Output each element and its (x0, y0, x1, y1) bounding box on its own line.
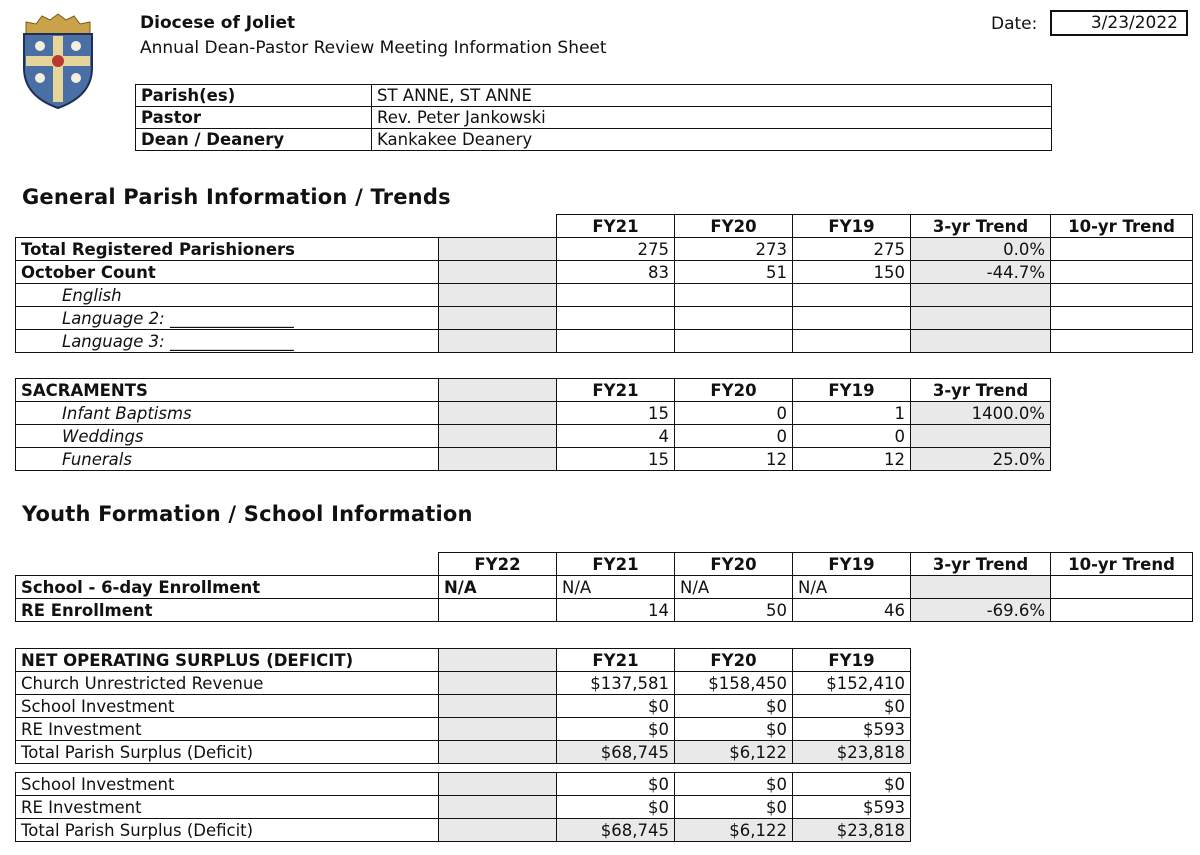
row-label: Total Parish Surplus (Deficit) (16, 741, 439, 764)
cell[interactable]: 12 (793, 448, 911, 471)
date-field[interactable]: 3/23/2022 (1050, 10, 1188, 36)
row-label: RE Enrollment (16, 599, 439, 622)
table-row (136, 129, 1052, 151)
table-row (16, 819, 911, 842)
diocese-name: Diocese of Joliet (140, 13, 296, 33)
blank-cell (439, 284, 557, 307)
cell[interactable]: $0 (675, 796, 793, 819)
general-table (15, 214, 1193, 353)
column-header: 10-yr Trend (1051, 215, 1193, 238)
cell[interactable]: 14 (557, 599, 675, 622)
table-row (16, 425, 1051, 448)
table-row (16, 261, 1193, 284)
date-label: Date: (991, 14, 1038, 34)
row-label: Language 2: _______________ (16, 307, 439, 330)
cell[interactable]: $158,450 (675, 672, 793, 695)
column-header: FY21 (557, 553, 675, 576)
cell[interactable]: 150 (793, 261, 911, 284)
trend-cell (911, 576, 1051, 599)
cell[interactable]: 15 (557, 448, 675, 471)
cell[interactable]: 1 (793, 402, 911, 425)
deanery-value[interactable]: Kankakee Deanery (372, 129, 1052, 151)
column-header: 3-yr Trend (911, 379, 1051, 402)
cell[interactable] (793, 284, 911, 307)
table-header-row (16, 215, 1193, 238)
table-row (16, 330, 1193, 353)
cell[interactable]: $593 (793, 718, 911, 741)
blank-cell (439, 261, 557, 284)
column-header: FY20 (675, 215, 793, 238)
row-label: October Count (16, 261, 439, 284)
cell[interactable] (1051, 284, 1193, 307)
cell[interactable] (1051, 576, 1193, 599)
column-header: FY20 (675, 649, 793, 672)
blank-cell (439, 649, 557, 672)
row-label: Infant Baptisms (16, 402, 439, 425)
column-header: 10-yr Trend (1051, 553, 1193, 576)
sheet-title: Annual Dean-Pastor Review Meeting Information Sheet (140, 38, 607, 58)
cell[interactable]: $0 (557, 718, 675, 741)
cell[interactable]: 83 (557, 261, 675, 284)
cell[interactable]: 0 (793, 425, 911, 448)
info-label: Pastor (136, 107, 372, 129)
table-row (16, 773, 911, 796)
table-row (136, 107, 1052, 129)
cell[interactable] (793, 330, 911, 353)
row-label: Weddings (16, 425, 439, 448)
blank-cell (439, 695, 557, 718)
parish-value[interactable]: ST ANNE, ST ANNE (372, 85, 1052, 107)
cell[interactable]: 51 (675, 261, 793, 284)
cell[interactable]: $0 (675, 773, 793, 796)
trend-cell: 0.0% (911, 238, 1051, 261)
total-cell: $23,818 (793, 819, 911, 842)
trend-cell: -69.6% (911, 599, 1051, 622)
cell[interactable] (557, 307, 675, 330)
trend-cell: -44.7% (911, 261, 1051, 284)
cell[interactable]: $0 (793, 695, 911, 718)
table-row (16, 448, 1051, 471)
cell[interactable]: 273 (675, 238, 793, 261)
cell[interactable] (439, 599, 557, 622)
table-row (16, 695, 911, 718)
cell[interactable] (557, 284, 675, 307)
trend-cell (911, 330, 1051, 353)
row-label: Language 3: _______________ (16, 330, 439, 353)
table-header-row (16, 379, 1051, 402)
column-header: 3-yr Trend (911, 553, 1051, 576)
row-label: School Investment (16, 695, 439, 718)
total-cell: $68,745 (557, 819, 675, 842)
surplus-title: NET OPERATING SURPLUS (DEFICIT) (16, 649, 439, 672)
table-row (16, 796, 911, 819)
cell[interactable]: $137,581 (557, 672, 675, 695)
table-row (16, 672, 911, 695)
cell[interactable]: 275 (557, 238, 675, 261)
parish-info-table (135, 84, 1052, 151)
cell[interactable] (1051, 238, 1193, 261)
blank-cell (439, 330, 557, 353)
column-header: 3-yr Trend (911, 215, 1051, 238)
blank-cell (439, 718, 557, 741)
cell[interactable] (675, 307, 793, 330)
sacraments-title: SACRAMENTS (16, 379, 439, 402)
cell[interactable]: $0 (675, 718, 793, 741)
table-row (16, 284, 1193, 307)
cell[interactable]: $0 (557, 695, 675, 718)
blank-cell (439, 796, 557, 819)
row-label: School - 6-day Enrollment (16, 576, 439, 599)
row-label: School Investment (16, 773, 439, 796)
column-header: FY20 (675, 553, 793, 576)
column-header: FY22 (439, 553, 557, 576)
general-section-title: General Parish Information / Trends (22, 185, 451, 209)
blank-cell (439, 741, 557, 764)
total-cell: $6,122 (675, 741, 793, 764)
row-label: Church Unrestricted Revenue (16, 672, 439, 695)
surplus-table (15, 648, 911, 764)
total-cell: $23,818 (793, 741, 911, 764)
column-header: FY20 (675, 379, 793, 402)
table-row (16, 402, 1051, 425)
cell[interactable]: $152,410 (793, 672, 911, 695)
pastor-value[interactable]: Rev. Peter Jankowski (372, 107, 1052, 129)
table-row (16, 307, 1193, 330)
table-row (16, 718, 911, 741)
blank-cell (439, 402, 557, 425)
column-header: FY19 (793, 553, 911, 576)
cell[interactable]: 12 (675, 448, 793, 471)
youth-section-title: Youth Formation / School Information (22, 502, 473, 526)
cell[interactable]: 50 (675, 599, 793, 622)
table-row (16, 238, 1193, 261)
cell[interactable] (675, 330, 793, 353)
cell[interactable]: $0 (557, 796, 675, 819)
cell[interactable]: $593 (793, 796, 911, 819)
blank-cell (439, 425, 557, 448)
blank-cell (439, 307, 557, 330)
cell[interactable] (557, 330, 675, 353)
cell[interactable] (793, 307, 911, 330)
row-label: Funerals (16, 448, 439, 471)
cell[interactable]: 15 (557, 402, 675, 425)
column-header: FY19 (793, 215, 911, 238)
cell[interactable] (675, 284, 793, 307)
cell[interactable]: N/A (675, 576, 793, 599)
table-row (16, 576, 1193, 599)
table-row (16, 599, 1193, 622)
total-cell: $68,745 (557, 741, 675, 764)
blank-cell (439, 448, 557, 471)
youth-table (15, 552, 1193, 622)
blank-cell (439, 379, 557, 402)
cell[interactable]: 0 (675, 425, 793, 448)
sacraments-table (15, 378, 1051, 471)
row-label: Total Registered Parishioners (16, 238, 439, 261)
diocese-crest-logo (18, 12, 98, 114)
trend-cell (911, 284, 1051, 307)
info-label: Parish(es) (136, 85, 372, 107)
blank-cell (439, 672, 557, 695)
cell[interactable]: $0 (675, 695, 793, 718)
column-header: FY19 (793, 649, 911, 672)
blank-cell (439, 819, 557, 842)
cell[interactable]: 275 (793, 238, 911, 261)
row-label: Total Parish Surplus (Deficit) (16, 819, 439, 842)
cell[interactable] (1051, 261, 1193, 284)
table-row (16, 741, 911, 764)
trend-cell (911, 307, 1051, 330)
column-header: FY21 (557, 649, 675, 672)
cell[interactable]: N/A (439, 576, 557, 599)
cell[interactable] (1051, 599, 1193, 622)
row-label: RE Investment (16, 718, 439, 741)
total-cell: $6,122 (675, 819, 793, 842)
cell[interactable] (1051, 330, 1193, 353)
cell[interactable] (1051, 307, 1193, 330)
row-label: RE Investment (16, 796, 439, 819)
blank-cell (439, 773, 557, 796)
surplus-table-repeat (15, 772, 911, 842)
column-header: FY21 (557, 379, 675, 402)
row-label: English (16, 284, 439, 307)
cell[interactable]: $0 (793, 773, 911, 796)
table-header-row (16, 649, 911, 672)
table-header-row (16, 553, 1193, 576)
blank-cell (439, 238, 557, 261)
trend-cell (911, 425, 1051, 448)
column-header: FY19 (793, 379, 911, 402)
table-row (136, 85, 1052, 107)
cell[interactable]: N/A (793, 576, 911, 599)
trend-cell: 25.0% (911, 448, 1051, 471)
cell[interactable]: 4 (557, 425, 675, 448)
cell[interactable]: 0 (675, 402, 793, 425)
cell[interactable]: 46 (793, 599, 911, 622)
cell[interactable]: $0 (557, 773, 675, 796)
info-label: Dean / Deanery (136, 129, 372, 151)
cell[interactable]: N/A (557, 576, 675, 599)
trend-cell: 1400.0% (911, 402, 1051, 425)
column-header: FY21 (557, 215, 675, 238)
